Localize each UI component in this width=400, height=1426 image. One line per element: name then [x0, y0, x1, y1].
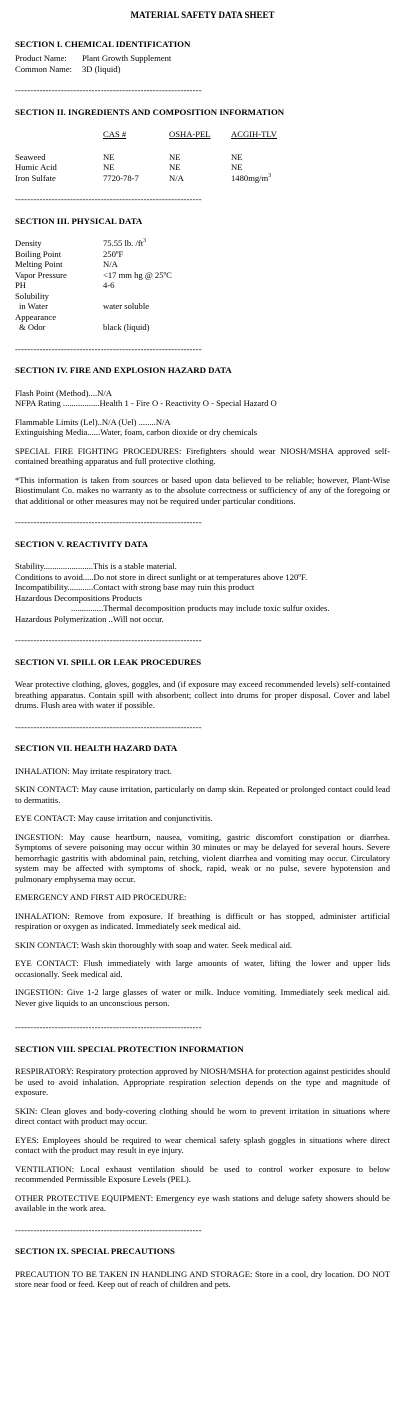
conditions-to-avoid: Conditions to avoid.....Do not store in direct sunlight or at temperatures above 120ºF. [15, 571, 308, 582]
skin-protection: SKIN: Clean gloves and body-covering clothing should be worn to prevent irritation in situations where direct contact with product may occur. [15, 1105, 390, 1126]
respiratory-protection: RESPIRATORY: Respiratory protection approved by NIOSH/MSHA for protection against pesticides should be used to avoid inhalation. Appropriate respiration selection depends on the type and magnitude of exposure. [15, 1066, 390, 1097]
spill-procedures: Wear protective clothing, gloves, goggles, and (if exposure may exceed recommended levels) self-contained breathing apparatus. Contain spill with absorbent; collect into drums for proper disposal. Cover and label drums. Flush area with water if possible. [15, 679, 390, 710]
section-4-heading: SECTION IV. FIRE AND EXPLOSION HAZARD DATA [15, 365, 232, 375]
ingredient-cas: 7720-78-7 [103, 172, 139, 183]
ingredient-cas: NE [103, 162, 115, 172]
header-cas: CAS # [103, 129, 127, 139]
ingestion-hazard: INGESTION: May cause heartburn, nausea, vomiting, gastric discomfort constipation or diarrhea. Symptoms of severe poisoning may occur within 30 minutes or may be delayed for several hours. Severe hemorrhagic gastritis with abdominal pain, retching, violent diarrhea and vomiting may occur. Circulatory system may be affected with symptoms of shock, rapid, weak or no pulse, severe hypotension and pulmonary emphysema may occur. [15, 831, 390, 884]
ingredient-name: Iron Sulfate [15, 172, 56, 183]
physical-row [15, 238, 390, 249]
common-name-label: Common Name: [15, 63, 73, 74]
divider: ------------------------------------------------------------- [15, 343, 202, 354]
superscript: 3 [268, 172, 272, 179]
section-8 [15, 1044, 390, 1214]
eye-contact-hazard: EYE CONTACT: May cause irritation and conjunctivitis. [15, 813, 213, 823]
section-2-heading: SECTION II. INGREDIENTS AND COMPOSITION INFORMATION [15, 106, 285, 117]
first-aid-inhalation: INHALATION: Remove from exposure. If breathing is difficult or has stopped, administer artificial respiration or oxygen as indicated. Immediately seek medical aid. [15, 910, 390, 931]
skin-contact-hazard: SKIN CONTACT: May cause irritation, particularly on damp skin. Repeated or prolonged contact could lead to dermatitis. [15, 784, 390, 805]
other-protective-equipment: OTHER PROTECTIVE EQUIPMENT: Emergency eye wash stations and deluge safety showers should be available in the work area. [15, 1192, 390, 1213]
ingredient-name: Seaweed [15, 151, 46, 162]
physical-row [15, 249, 390, 260]
incompatibility: Incompatibility............Contact with strong base may ruin this product [15, 582, 255, 592]
section-4 [15, 365, 390, 506]
section-6 [15, 657, 390, 711]
common-name-row [15, 64, 390, 75]
stability: Stability.......................This is a stable material. [15, 561, 177, 571]
physical-row [15, 312, 390, 323]
ingredient-acgih [231, 173, 271, 184]
section-3-heading: SECTION III. PHYSICAL DATA [15, 215, 143, 226]
water-value: water soluble [103, 301, 150, 311]
section-5 [15, 539, 390, 625]
physical-row [15, 322, 390, 333]
emergency-heading: EMERGENCY AND FIRST AID PROCEDURE: [15, 892, 187, 902]
ingredient-acgih: NE [231, 151, 243, 162]
divider: ------------------------------------------------------------- [15, 194, 202, 204]
ingredient-acgih: NE [231, 162, 243, 172]
density-value [103, 238, 146, 249]
density-text: 75.55 lb. /ft [103, 238, 144, 248]
product-name-value: Plant Growth Supplement [82, 53, 172, 63]
vapor-label: Vapor Pressure [15, 269, 67, 280]
section-9-heading: SECTION IX. SPECIAL PRECAUTIONS [15, 1246, 175, 1256]
density-label: Density [15, 238, 42, 248]
product-name-label: Product Name: [15, 53, 67, 63]
handling-storage: PRECAUTION TO BE TAKEN IN HANDLING AND STORAGE: Store in a cool, dry location. DO NOT store near food or feed. Keep out of reach of children and pets. [15, 1268, 390, 1289]
physical-row [15, 301, 390, 312]
section-2 [15, 107, 390, 184]
odor-label: & Odor [19, 322, 46, 332]
polymerization: Hazardous Polymerization ..Will not occur. [15, 613, 164, 624]
document-title: MATERIAL SAFETY DATA SHEET [130, 10, 275, 20]
extinguishing-media: Extinguishing Media......Water, foam, carbon dioxide or dry chemicals [15, 427, 258, 437]
first-aid-ingestion: INGESTION: Give 1-2 large glasses of water or milk. Induce vomiting. Immediately seek medical aid. Never give liquids to an unconscious person. [15, 987, 390, 1008]
physical-row [15, 270, 390, 281]
divider: ------------------------------------------------------------- [15, 721, 202, 732]
ingredient-row [15, 173, 390, 184]
common-name-value: 3D (liquid) [82, 63, 121, 74]
decomposition-value: ...............Thermal decomposition products may include toxic sulfur oxides. [71, 603, 330, 613]
vapor-value: <17 mm hg @ 25ºC [103, 269, 172, 280]
divider: ------------------------------------------------------------- [15, 85, 202, 95]
ph-label: PH [15, 280, 26, 290]
ingredients-header-row [15, 129, 390, 140]
decomposition-label: Hazardous Decompositions Products [15, 592, 142, 603]
eye-protection: EYES: Employees should be required to wear chemical safety splash goggles in situations where direct contact with the product may result in eye injury. [15, 1134, 390, 1155]
section-5-heading: SECTION V. REACTIVITY DATA [15, 538, 148, 549]
ingredient-cas: NE [103, 151, 115, 162]
odor-value: black (liquid) [103, 322, 150, 332]
inhalation-hazard: INHALATION: May irritate respiratory tract. [15, 765, 172, 776]
section-3 [15, 216, 390, 333]
ingredient-name: Humic Acid [15, 162, 57, 172]
ingredient-osha: NE [169, 162, 181, 172]
section-8-heading: SECTION VIII. SPECIAL PROTECTION INFORMATION [15, 1043, 244, 1054]
section-6-heading: SECTION VI. SPILL OR LEAK PROCEDURES [15, 656, 202, 667]
water-label: in Water [19, 301, 48, 311]
boiling-label: Boiling Point [15, 248, 62, 259]
section-9 [15, 1246, 390, 1290]
nfpa-rating: NFPA Rating .................Health 1 - Fire O - Reactivity O - Special Hazard O [15, 398, 277, 408]
header-acgih-tlv: ACGIH-TLV [231, 129, 277, 139]
boiling-value: 250ºF [103, 248, 124, 259]
ingredient-acgih-text: 1480mg/m [231, 172, 269, 183]
ingredient-row [15, 152, 390, 163]
section-1-heading: SECTION I. CHEMICAL IDENTIFICATION [15, 38, 191, 49]
solubility-label: Solubility [15, 290, 49, 301]
flash-point: Flash Point (Method)....N/A [15, 387, 112, 398]
divider: ------------------------------------------------------------- [15, 1022, 202, 1032]
ingredient-osha: NE [169, 151, 181, 162]
flammable-limits: Flammable Limits (Lel)..N/A (Uel) ........N/A [15, 416, 171, 427]
superscript: 3 [143, 238, 147, 245]
section-7-heading: SECTION VII. HEALTH HAZARD DATA [15, 743, 178, 753]
header-osha-pel: OSHA-PEL [169, 129, 211, 139]
ph-value: 4-6 [103, 280, 115, 290]
ventilation: VENTILATION: Local exhaust ventilation should be used to control worker exposure to below recommended Permissible Exposure Levels (PEL). [15, 1163, 390, 1184]
ingredient-row [15, 162, 390, 173]
disclaimer: *This information is taken from sources or based upon data believed to be reliable; however, Plant-Wise Biostimulant Co. makes no warranty as to the absolute correctness or sufficiency of any of the foregoing or that additional or other measures may not be required under particular conditions. [15, 474, 390, 506]
special-fire-procedures: SPECIAL FIRE FIGHTING PROCEDURES: Firefighters should wear NIOSH/MSHA approved self-contained breathing apparatus and full protective clothing. [15, 445, 390, 466]
physical-row [15, 291, 390, 302]
divider: ------------------------------------------------------------- [15, 517, 202, 527]
melting-value: N/A [103, 259, 118, 269]
ingredient-osha: N/A [169, 172, 184, 183]
melting-label: Melting Point [15, 259, 63, 269]
divider: ------------------------------------------------------------- [15, 635, 202, 645]
physical-row [15, 259, 390, 270]
section-1 [15, 39, 390, 75]
first-aid-eye: EYE CONTACT: Flush immediately with large amounts of water, lifting the lower and upper lids occasionally. Seek medical aid. [15, 958, 390, 979]
appearance-label: Appearance [15, 311, 57, 322]
product-name-row [15, 53, 390, 64]
first-aid-skin: SKIN CONTACT: Wash skin thoroughly with soap and water. Seek medical aid. [15, 939, 293, 950]
divider: ------------------------------------------------------------- [15, 1224, 202, 1235]
physical-row [15, 280, 390, 291]
section-7 [15, 743, 390, 1008]
